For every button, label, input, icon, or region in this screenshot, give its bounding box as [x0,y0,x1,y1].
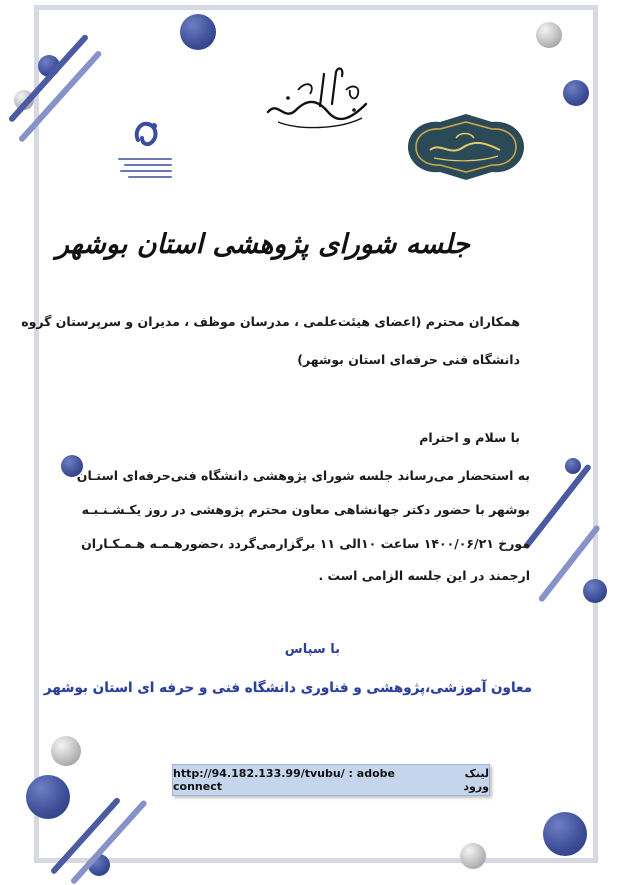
document-title: جلسه شورای پژوهشی استان بوشهر [55,229,470,260]
closing-thanks: با سپاس [284,642,340,657]
decor-circle [51,736,81,766]
decor-circle [460,843,486,869]
decor-circle [565,458,581,474]
addressee-line: دانشگاه فنی حرفه‌ای استان بوشهر) [297,352,520,367]
basmala-calligraphy [258,60,378,135]
decor-circle [543,812,587,856]
addressee-line: همکاران محترم (اعضای هیئت‌علمی ، مدرسان موظف ، مدیران و سرپرستان گروه [21,314,520,329]
signature-title: معاون آموزشی،پژوهشی و فناوری دانشگاه فنی و حرفه ای استان بوشهر [43,680,532,696]
university-emblem-icon [130,118,164,152]
caption-line [120,170,172,172]
caption-line [128,176,172,178]
caption-line [124,164,172,166]
university-logo [118,118,178,188]
decor-circle [536,22,562,48]
caption-line [118,158,172,160]
greeting: با سلام و احترام [419,430,520,445]
link-label: لینک ورود [463,767,489,793]
meeting-link-url[interactable]: http://94.182.133.99/tvubu/ : adobe connect [173,767,395,793]
decor-circle [583,579,607,603]
body-line: به استحضار می‌رساند جلسه شورای پژوهشی دانشگاه فنی‌حرفه‌ای استـان [76,468,530,483]
slogan-seal [400,112,532,182]
body-line: ارجمند در این جلسه الزامی است . [318,568,530,583]
decor-circle [180,14,216,50]
meeting-link-box[interactable] [172,764,490,796]
body-line: بوشهر با حضور دکتر جهانشاهی معاون محترم پژوهشی در روز یکـشـنـبـه [81,502,530,517]
decor-circle [563,80,589,106]
body-line: مورخ ۱۴۰۰/۰۶/۲۱ ساعت ۱۰الی ۱۱ برگزارمی‌گردد ،حضورهـمـه هـمـکـاران [81,536,530,551]
decor-circle [26,775,70,819]
